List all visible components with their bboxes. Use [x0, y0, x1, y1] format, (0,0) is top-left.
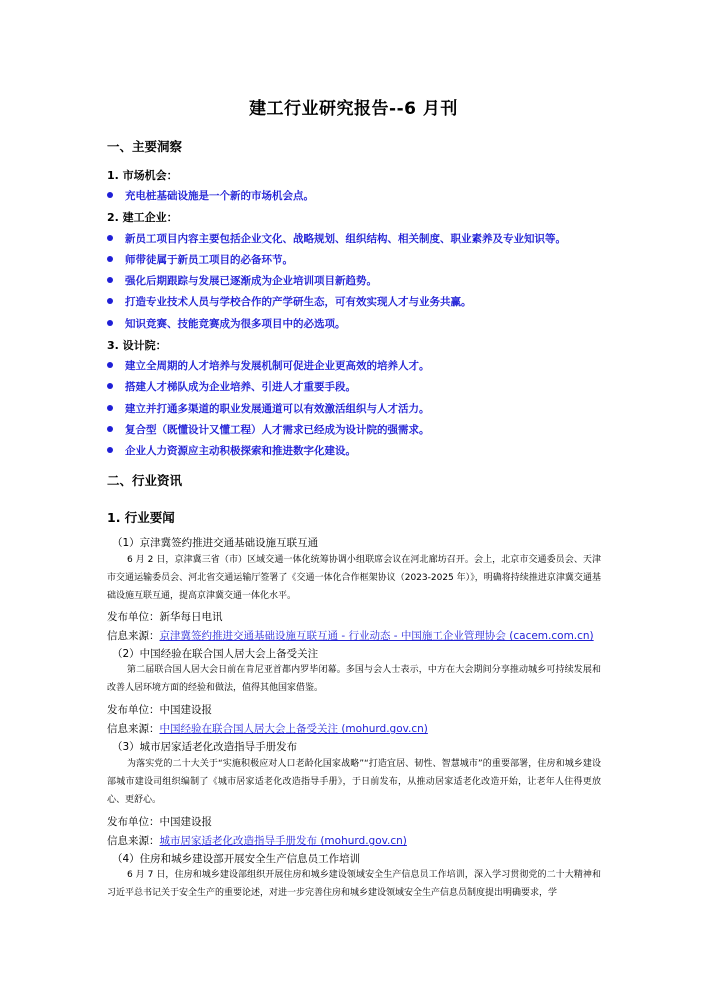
- source-line: 信息来源：京津冀签约推进交通基础设施互联互通 - 行业动态 - 中国施工企业管理协会 (cacem.com.cn): [107, 630, 594, 642]
- source-line: 信息来源：城市居家适老化改造指导手册发布 (mohurd.gov.cn): [107, 835, 407, 847]
- sub-heading-industry-news: 1. 行业要闻: [107, 510, 175, 525]
- news-body: 第二届联合国人居大会日前在肯尼亚首都内罗毕闭幕。多国与会人士表示，中方在大会期间分享推动城乡可持续发展和改善人居环境方面的经验和做法，值得其他国家借鉴。: [107, 665, 601, 693]
- source-link[interactable]: 京津冀签约推进交通基础设施互联互通 - 行业动态 - 中国施工企业管理协会 (cacem.com.cn): [159, 630, 594, 642]
- bullet-dot-icon: [107, 192, 113, 198]
- publisher-line: 发布单位：新华每日电讯: [107, 611, 223, 623]
- news-body: 6 月 2 日，京津冀三省（市）区域交通一体化统筹协调小组联席会议在河北廊坊召开。会上，北京市交通委员会、天津市交通运输委员会、河北省交通运输厅签署了《交通一体化合作框架协议（2023-2025 年）》，明确将持续推进京津冀交通基础设施互联互通，提高京津冀交通一体化水平。: [107, 555, 601, 601]
- bullet-dot-icon: [107, 426, 113, 432]
- list-item: 复合型（既懂设计又懂工程）人才需求已经成为设计院的强需求。: [107, 422, 430, 437]
- section-heading-insights: 一、主要洞察: [107, 139, 183, 154]
- section-heading-news: 二、行业资讯: [107, 473, 183, 488]
- group-heading-design-institute: 3. 设计院：: [107, 339, 167, 352]
- list-item: 企业人力资源应主动积极探索和推进数字化建设。: [107, 443, 356, 458]
- list-item: 强化后期跟踪与发展已逐渐成为企业培训项目新趋势。: [107, 273, 377, 288]
- bullet-dot-icon: [107, 298, 113, 304]
- news-title: （2）中国经验在联合国人居大会上备受关注: [112, 648, 319, 660]
- bullet-dot-icon: [107, 320, 113, 326]
- list-item: 打造专业技术人员与学校合作的产学研生态，可有效实现人才与业务共赢。: [107, 294, 472, 309]
- publisher-line: 发布单位：中国建设报: [107, 704, 212, 716]
- bullet-dot-icon: [107, 362, 113, 368]
- bullet-dot-icon: [107, 447, 113, 453]
- source-link[interactable]: 城市居家适老化改造指导手册发布 (mohurd.gov.cn): [159, 835, 407, 847]
- bullet-dot-icon: [107, 405, 113, 411]
- group-heading-construction: 2. 建工企业：: [107, 211, 178, 224]
- bullet-dot-icon: [107, 383, 113, 389]
- bullet-dot-icon: [107, 235, 113, 241]
- bullet-dot-icon: [107, 256, 113, 262]
- bullet-dot-icon: [107, 277, 113, 283]
- list-item: 新员工项目内容主要包括企业文化、战略规划、组织结构、相关制度、职业素养及专业知识等。: [107, 231, 566, 246]
- news-body: 6 月 7 日，住房和城乡建设部组织开展住房和城乡建设领域安全生产信息员工作培训，深入学习贯彻党的二十大精神和习近平总书记关于安全生产的重要论述，对进一步完善住房和城乡建设领域安全生产信息员制度提出明确要求，学: [107, 870, 601, 898]
- list-item: 搭建人才梯队成为企业培养、引进人才重要手段。: [107, 379, 356, 394]
- source-line: 信息来源：中国经验在联合国人居大会上备受关注 (mohurd.gov.cn): [107, 723, 428, 735]
- publisher-line: 发布单位：中国建设报: [107, 816, 212, 828]
- news-title: （3）城市居家适老化改造指导手册发布: [112, 741, 298, 753]
- list-item: 师带徒属于新员工项目的必备环节。: [107, 252, 293, 267]
- list-item: 知识竞赛、技能竞赛成为很多项目中的必选项。: [107, 316, 346, 331]
- news-title: （1）京津冀签约推进交通基础设施互联互通: [112, 537, 319, 549]
- page-title: 建工行业研究报告--6 月刊: [249, 99, 458, 119]
- news-body: 为落实党的二十大关于“实施积极应对人口老龄化国家战略”“打造宜居、韧性、智慧城市”的重要部署，住房和城乡建设部城市建设司组织编制了《城市居家适老化改造指导手册》，于日前发布，从推动居家适老化改造开始，让老年人住得更放心、更舒心。: [107, 759, 601, 805]
- source-link[interactable]: 中国经验在联合国人居大会上备受关注 (mohurd.gov.cn): [159, 723, 428, 735]
- group-heading-market: 1. 市场机会：: [107, 169, 178, 182]
- list-item: 建立并打通多渠道的职业发展通道可以有效激活组织与人才活力。: [107, 401, 430, 416]
- news-title: （4）住房和城乡建设部开展安全生产信息员工作培训: [112, 853, 361, 865]
- list-item: 充电桩基础设施是一个新的市场机会点。: [107, 188, 314, 203]
- list-item: 建立全周期的人才培养与发展机制可促进企业更高效的培养人才。: [107, 358, 430, 373]
